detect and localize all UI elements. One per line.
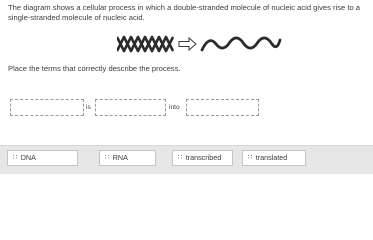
right-arrow-icon xyxy=(179,38,196,50)
process-diagram xyxy=(117,34,297,54)
question-text: The diagram shows a cellular process in which a double-stranded molecule of nucleic acid gives rise to a single-stranded molecule of nucleic acid. xyxy=(8,3,361,22)
instruction-text: Place the terms that correctly describe the process. xyxy=(8,64,181,73)
connector-into: into xyxy=(169,104,180,111)
double-strand-molecule-icon xyxy=(117,37,173,51)
tile-dna[interactable] xyxy=(7,150,78,166)
tile-translated[interactable] xyxy=(242,150,306,166)
drop-zone-1[interactable] xyxy=(10,99,84,116)
single-strand-molecule-icon xyxy=(202,38,280,50)
drag-handle-icon: ∷ xyxy=(248,154,252,161)
drag-handle-icon: ∷ xyxy=(13,154,17,161)
tile-label: transcribed xyxy=(185,153,222,162)
tile-rna[interactable] xyxy=(99,150,156,166)
drop-zone-3[interactable] xyxy=(186,99,259,116)
tile-transcribed[interactable] xyxy=(172,150,233,166)
drop-zone-2[interactable] xyxy=(95,99,166,116)
tile-label: DNA xyxy=(20,153,36,162)
tile-label: translated xyxy=(255,153,288,162)
drag-handle-icon: ∷ xyxy=(178,154,182,161)
connector-is: is xyxy=(86,104,91,111)
tile-label: RNA xyxy=(112,153,128,162)
drag-handle-icon: ∷ xyxy=(105,154,109,161)
